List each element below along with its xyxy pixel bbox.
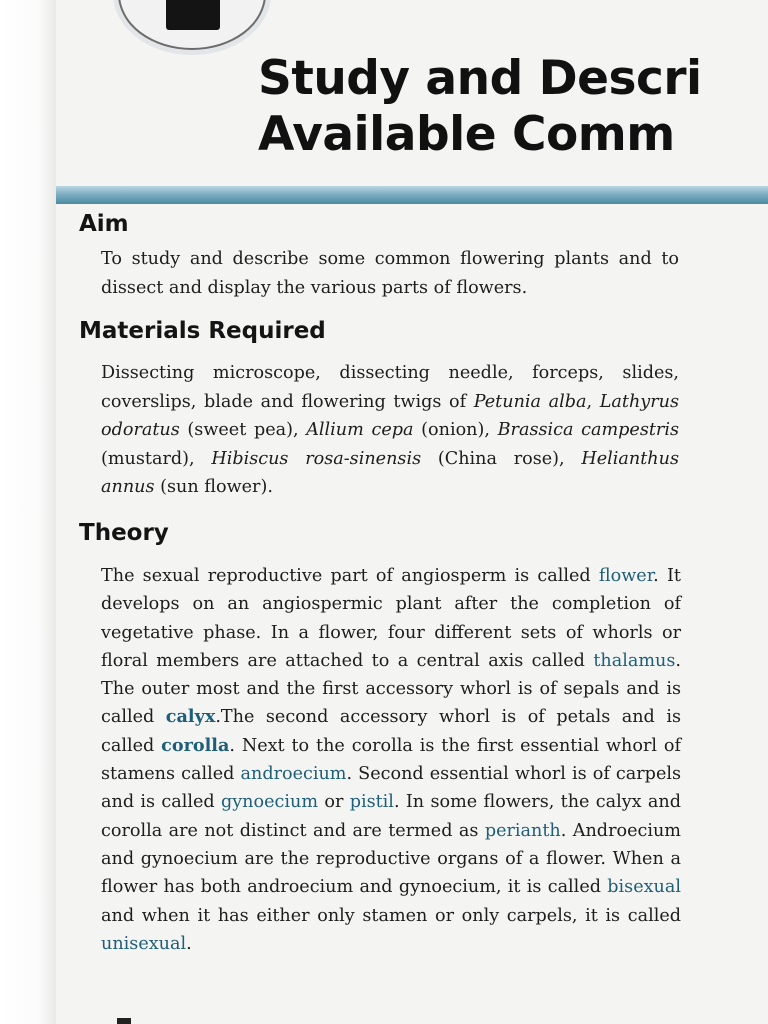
- theory-heading: Theory: [79, 520, 169, 546]
- theory-text-run: or: [318, 792, 350, 813]
- materials-heading: Materials Required: [79, 318, 326, 344]
- term-perianth: perianth: [484, 820, 561, 841]
- theory-text-run: .: [186, 933, 192, 954]
- term-corolla: corolla: [161, 734, 230, 756]
- term-bisexual: bisexual: [607, 877, 681, 898]
- materials-text-run: (sweet pea),: [179, 420, 307, 440]
- chapter-title-line-1: Study and Descri: [258, 51, 702, 106]
- theory-text-run: . Next to the corolla is the first essential whorl of stamens called: [101, 735, 681, 785]
- materials-text-run: (sun flower).: [154, 477, 273, 497]
- theory-text-run: and when it has either only stamen or only carpels, it is called: [101, 905, 681, 926]
- materials-text-run: (onion),: [413, 420, 498, 440]
- term-gynoecium: gynoecium: [220, 792, 319, 813]
- theory-text: [101, 562, 681, 958]
- theory-text-run: . Second essential whorl is of carpels and is called: [101, 764, 682, 813]
- chapter-title-line-2: Available Comm: [258, 107, 675, 162]
- theory-text-run: .The second accessory whorl is of petals and is called: [101, 707, 681, 756]
- term-flower: flower: [598, 566, 654, 586]
- species-allium-cepa: Allium cepa: [306, 420, 414, 440]
- theory-text-run: . Androecium and gynoecium are the reproductive organs of a flower. When a flower has both androecium and gynoecium, it is called: [101, 820, 681, 898]
- materials-text-run: (China rose),: [421, 448, 582, 469]
- species-hibiscus-rosa-sinensis: Hibiscus rosa-sinensis: [211, 448, 422, 469]
- species-brassica-campestris: Brassica campestris: [497, 420, 679, 440]
- page-left-margin: [0, 0, 56, 1024]
- term-unisexual: unisexual: [101, 933, 187, 954]
- next-heading-fragment: [117, 1018, 131, 1024]
- theory-text-run: . In some flowers, the calyx and corolla are not distinct and are termed as: [101, 792, 682, 841]
- materials-text-run: ,: [586, 391, 600, 412]
- materials-text-run: Dissecting microscope, dissecting needle, forceps, slides, coverslips, blade and flowering twigs of: [101, 363, 679, 412]
- term-pistil: pistil: [349, 792, 394, 813]
- materials-text-run: (mustard),: [101, 448, 212, 469]
- species-petunia-alba: Petunia alba: [473, 391, 587, 412]
- theory-text-run: . The outer most and the first accessory whorl is of sepals and is called: [101, 650, 681, 728]
- term-calyx: calyx: [165, 706, 216, 728]
- term-thalamus: thalamus: [593, 650, 676, 671]
- materials-text: [101, 359, 679, 502]
- species-helianthus-annus: Helianthus annus: [101, 448, 679, 497]
- title-divider-band: [56, 186, 768, 204]
- term-androecium: androecium: [240, 764, 347, 785]
- theory-text-run: The sexual reproductive part of angiosperm is called: [101, 566, 599, 586]
- aim-heading: Aim: [79, 211, 129, 237]
- species-lathyrus-odoratus: Lathyrus odoratus: [101, 391, 679, 440]
- chapter-number-glyph: [166, 0, 220, 30]
- aim-text: To study and describe some common flowering plants and to dissect and display the various parts of flowers.: [101, 249, 679, 298]
- theory-text-run: . It develops on an angiospermic plant after the completion of vegetative phase. In a flower, four different sets of whorls or floral members are attached to a central axis called: [101, 566, 681, 671]
